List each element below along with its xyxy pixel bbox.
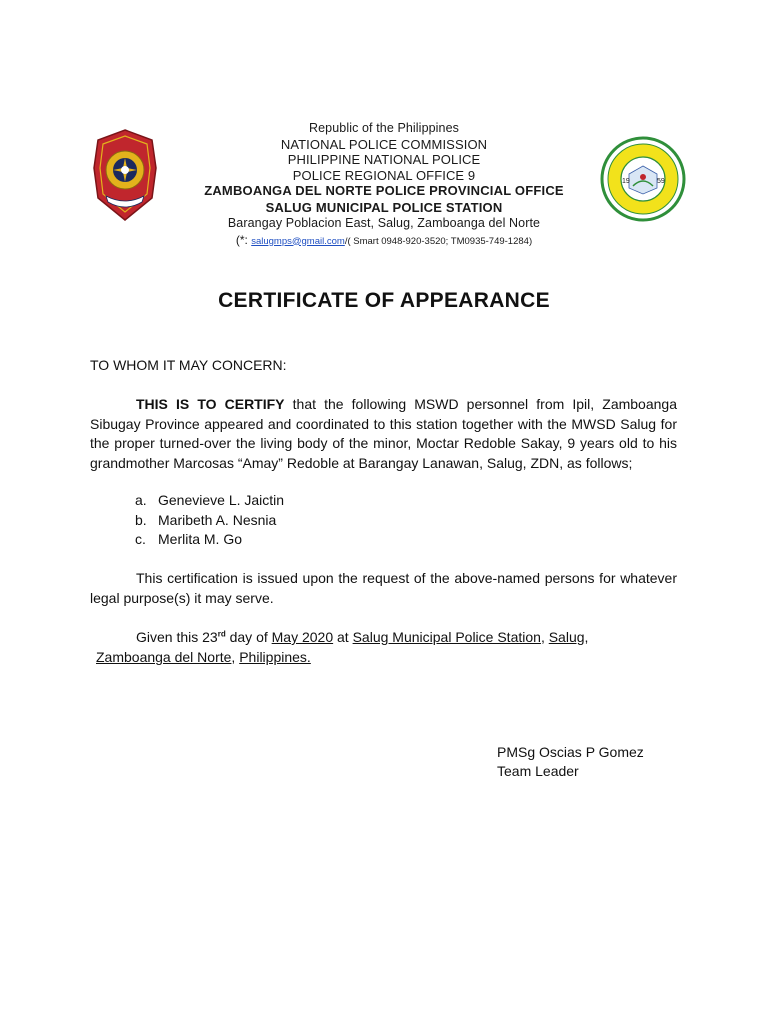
header-contact bbox=[180, 232, 588, 250]
comma: , bbox=[540, 629, 549, 645]
list-item bbox=[135, 530, 284, 550]
purpose-text: This certification is issued upon the request of the above-named persons for whatever legal purpose(s) it may serve. bbox=[90, 570, 677, 606]
station-name: Salug Municipal Police Station bbox=[352, 629, 541, 645]
header-address: Barangay Poblacion East, Salug, Zamboanga del Norte bbox=[227, 216, 541, 230]
email-link[interactable]: salugmps@gmail.com bbox=[251, 235, 345, 247]
signatory-position: Team Leader bbox=[497, 763, 579, 779]
month-year: May 2020 bbox=[271, 629, 334, 645]
seal-year-left: 19 bbox=[622, 178, 630, 185]
header-regional-office: POLICE REGIONAL OFFICE 9 bbox=[292, 167, 476, 183]
personnel-name: Maribeth A. Nesnia bbox=[158, 511, 277, 528]
header-republic: Republic of the Philippines bbox=[308, 121, 459, 135]
contact-phones: /( Smart 0948-920-3520; TM0935-749-1284) bbox=[344, 235, 533, 247]
list-marker: c. bbox=[135, 531, 146, 548]
personnel-list bbox=[135, 491, 284, 550]
personnel-name: Merlita M. Go bbox=[158, 531, 243, 548]
personnel-name: Genevieve L. Jaictin bbox=[158, 492, 285, 508]
given-paragraph bbox=[90, 627, 677, 667]
header-provincial-office: ZAMBOANGA DEL NORTE POLICE PROVINCIAL OFFICE bbox=[204, 183, 564, 198]
signature-block bbox=[497, 743, 644, 781]
municipality-of-salug-seal-icon bbox=[600, 136, 686, 222]
salutation: TO WHOM IT MAY CONCERN: bbox=[90, 357, 287, 373]
province-name: Zamboanga del Norte bbox=[96, 649, 232, 665]
list-marker: a. bbox=[135, 492, 147, 508]
at-text: at bbox=[333, 629, 353, 645]
ordinal-suffix: rd bbox=[217, 629, 226, 639]
comma: , bbox=[231, 649, 240, 665]
country-name: Philippines. bbox=[239, 649, 311, 665]
day-of-text: day of bbox=[225, 629, 272, 645]
list-item bbox=[135, 511, 284, 531]
signatory-name: PMSg Oscias P Gomez bbox=[497, 744, 644, 760]
comma: , bbox=[584, 629, 589, 645]
seal-year-right: 59 bbox=[657, 178, 665, 185]
town-name: Salug bbox=[548, 629, 585, 645]
given-text: Given this 23 bbox=[136, 629, 218, 645]
certification-paragraph bbox=[90, 395, 677, 473]
certify-text: that the following MSWD personnel from Ipil, Zamboanga Sibugay Province appeared and coordinated to this station together with the MWSD Salug for the proper turned-over the living body of the minor, Moctar Redoble Sakay, 9 years old to his grandmother Marcosas “Amay” Redoble at Barangay Lanawan, Salug, ZDN, as follows; bbox=[90, 396, 677, 471]
pnp-badge-icon bbox=[92, 128, 158, 222]
purpose-paragraph bbox=[90, 569, 677, 608]
certify-lead: THIS IS TO CERTIFY bbox=[136, 396, 285, 412]
contact-prefix: (*: bbox=[235, 232, 252, 247]
document-title: CERTIFICATE OF APPEARANCE bbox=[218, 289, 550, 312]
header-napolcom: NATIONAL POLICE COMMISSION bbox=[280, 136, 488, 152]
list-marker: b. bbox=[135, 511, 147, 528]
header-police-station: SALUG MUNICIPAL POLICE STATION bbox=[265, 199, 503, 215]
header-pnp: PHILIPPINE NATIONAL POLICE bbox=[287, 152, 481, 167]
letterhead bbox=[180, 121, 588, 250]
list-item bbox=[135, 491, 284, 511]
